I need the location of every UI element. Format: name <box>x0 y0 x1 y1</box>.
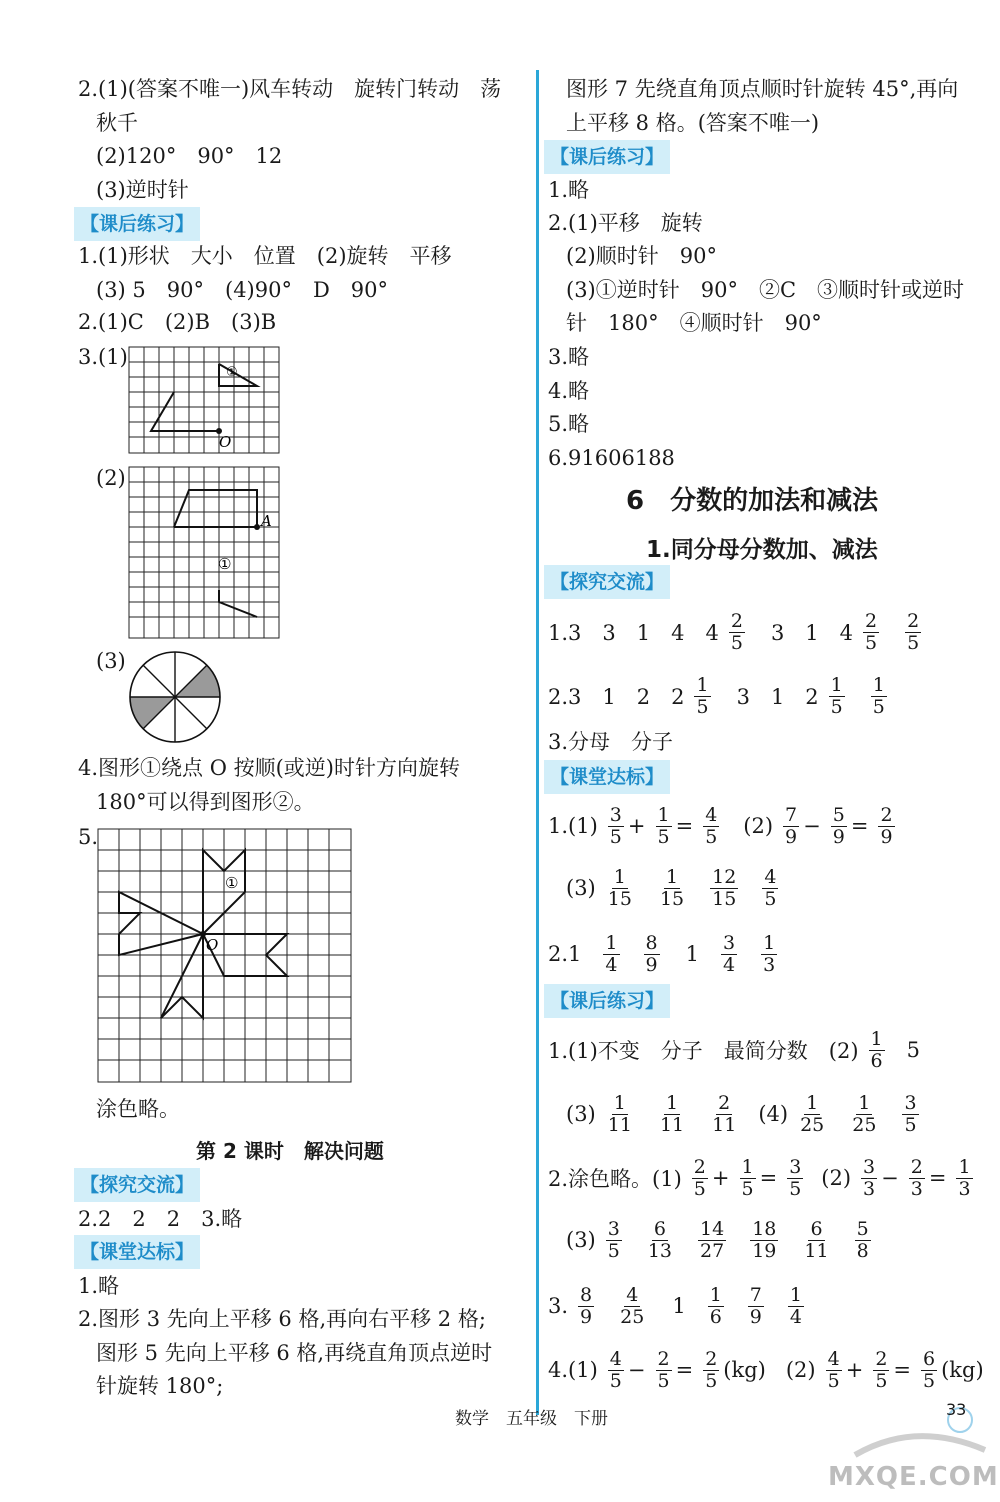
fraction: $\frac{1}{5}$ <box>830 673 843 718</box>
left-line-12: 1.略 <box>78 1274 120 1298</box>
fraction: $\frac{1}{25}$ <box>800 1091 825 1136</box>
right-line-4: 2.(1)平移 旋转 <box>548 211 703 235</box>
circle-figure-3-3 <box>126 650 224 744</box>
left-line-14: 图形 5 先向上平移 6 格,再绕直角顶点逆时 <box>96 1341 493 1365</box>
fraction: $\frac{2}{5}$ <box>865 609 878 654</box>
right-line-9: 4.略 <box>548 379 590 403</box>
figure-3-3-label: (3) <box>96 649 126 673</box>
tag-class-standard-2: 【课堂达标】 <box>544 760 670 794</box>
fraction: $\frac{2}{5}$ <box>705 1347 718 1392</box>
right-line-11: 6.91606188 <box>548 446 675 470</box>
figure-1-mark-3: ① <box>225 874 239 892</box>
fraction: $\frac{3}{4}$ <box>722 931 736 976</box>
fraction: $\frac{1}{5}$ <box>741 1155 754 1200</box>
left-line-15: 针旋转 180°; <box>96 1374 224 1398</box>
fraction: $\frac{1}{5}$ <box>872 673 885 718</box>
fraction: $\frac{1}{5}$ <box>696 673 709 718</box>
fraction: $\frac{2}{11}$ <box>712 1091 737 1136</box>
figure-3-2-label: (2) <box>96 466 126 490</box>
fraction: $\frac{8}{9}$ <box>645 931 658 976</box>
fraction: $\frac{1}{25}$ <box>852 1091 877 1136</box>
fraction: $\frac{1}{4}$ <box>605 931 618 976</box>
left-line-11: 2.2 2 2 3.略 <box>78 1207 243 1231</box>
right-line-10: 5.略 <box>548 412 590 436</box>
fraction: $\frac{1}{11}$ <box>659 1091 685 1136</box>
chapter-title: 6 分数的加法和减法 <box>626 486 879 516</box>
right-line-5: (2)顺时针 90° <box>566 244 717 268</box>
fraction: $\frac{4}{5}$ <box>827 1347 840 1392</box>
fraction: $\frac{3}{5}$ <box>904 1091 917 1136</box>
practice-answer-2-3: (3) $\frac{3}{5}$ $\frac{6}{13}$ $\frac{14}{27}$ $\frac{18}{19}$ $\frac{6}{11}$ $\frac{5}{8}$ <box>566 1217 869 1262</box>
left-line-7: 2.(1)C (2)B (3)B <box>78 310 277 334</box>
tag-after-class-practice-3: 【课后练习】 <box>544 984 670 1018</box>
fraction: $\frac{4}{5}$ <box>609 1347 622 1392</box>
fraction: $\frac{1}{6}$ <box>870 1027 883 1072</box>
fraction: $\frac{6}{13}$ <box>647 1217 673 1262</box>
fraction: $\frac{2}{5}$ <box>693 1155 706 1200</box>
left-line-10: 涂色略。 <box>96 1097 180 1121</box>
fraction: $\frac{1}{6}$ <box>709 1283 722 1328</box>
fraction: $\frac{1}{3}$ <box>958 1155 971 1200</box>
practice-answer-2: 2.涂色略。(1) $\frac{2}{5}$ + $\frac{1}{5}$ = $\frac{3}{5}$ (2) $\frac{3}{3}$ − $\frac{2}{3}$ = $\frac{1}{3}$ <box>548 1155 971 1200</box>
fraction: $\frac{1}{15}$ <box>659 865 685 910</box>
watermark-text: MXQE.COM <box>828 1462 999 1492</box>
fraction: $\frac{1}{15}$ <box>607 865 632 910</box>
left-line-13: 2.图形 3 先向上平移 6 格,再向右平移 2 格; <box>78 1307 486 1331</box>
fraction: $\frac{3}{5}$ <box>789 1155 802 1200</box>
explore-answer-2: 2.3 1 2 2 $\frac{1}{5}$ 3 1 2 $\frac{1}{5}$ $\frac{1}{5}$ <box>548 673 885 718</box>
fraction: $\frac{6}{5}$ <box>923 1347 936 1392</box>
fraction: $\frac{2}{5}$ <box>875 1347 888 1392</box>
figure-3-1-label: 3.(1) <box>78 345 128 369</box>
fraction: $\frac{5}{9}$ <box>832 803 845 848</box>
right-line-8: 3.略 <box>548 345 590 369</box>
page-footer: 数学 五年级 下册 <box>455 1409 608 1429</box>
practice-answer-4: 4.(1) $\frac{4}{5}$ − $\frac{2}{5}$ = $\frac{2}{5}$ (kg) (2) $\frac{4}{5}$ + $\frac{2}{5}$ = $\frac{6}{5}$ (kg) <box>548 1347 984 1392</box>
left-line-6: (3) 5 90° (4)90° D 90° <box>96 278 389 302</box>
right-line-2: 上平移 8 格。(答案不唯一) <box>566 111 820 135</box>
left-line-1: 2.(1)(答案不唯一)风车转动 旋转门转动 荡 <box>78 77 502 101</box>
page-number: 33 <box>946 1400 967 1419</box>
fraction: $\frac{8}{9}$ <box>580 1283 593 1328</box>
fraction: $\frac{1}{3}$ <box>763 931 776 976</box>
fraction: $\frac{2}{5}$ <box>907 609 920 654</box>
fraction: $\frac{2}{3}$ <box>910 1155 923 1200</box>
right-line-7: 针 180° ④顺时针 90° <box>566 311 822 335</box>
tag-after-class-practice-2: 【课后练习】 <box>544 140 670 174</box>
right-line-6: (3)①逆时针 90° ②C ③顺时针或逆时 <box>566 278 965 302</box>
fraction: $\frac{2}{9}$ <box>880 803 893 848</box>
fraction: $\frac{3}{5}$ <box>607 1217 620 1262</box>
fraction: $\frac{18}{19}$ <box>752 1217 777 1262</box>
point-a-label: A <box>261 512 272 530</box>
left-line-8: 4.图形①绕点 O 按顺(或逆)时针方向旋转 <box>78 756 460 780</box>
standard-answer-2: 2.1 $\frac{1}{4}$ $\frac{8}{9}$ 1 $\frac{3}{4}$ $\frac{1}{3}$ <box>548 931 776 976</box>
point-o-label: O <box>219 433 232 451</box>
grid-figure-5 <box>97 828 353 1084</box>
fraction: $\frac{7}{9}$ <box>749 1283 762 1328</box>
tag-after-class-practice: 【课后练习】 <box>74 207 200 241</box>
practice-answer-3: 3. $\frac{8}{9}$ $\frac{4}{25}$ 1 $\frac{1}{6}$ $\frac{7}{9}$ $\frac{1}{4}$ <box>548 1283 802 1328</box>
fraction: $\frac{2}{5}$ <box>730 609 743 654</box>
fraction: $\frac{2}{5}$ <box>657 1347 670 1392</box>
standard-answer-1: 1.(1) $\frac{3}{5}$ + $\frac{1}{5}$ = $\frac{4}{5}$ (2) $\frac{7}{9}$ − $\frac{5}{9}$ = $\frac{2}{9}$ <box>548 803 893 848</box>
fraction: $\frac{1}{4}$ <box>789 1283 802 1328</box>
fraction: $\frac{4}{5}$ <box>764 865 777 910</box>
left-line-9: 180°可以得到图形②。 <box>96 790 315 814</box>
lesson-title: 第 2 课时 解决问题 <box>196 1139 384 1163</box>
fraction: $\frac{7}{9}$ <box>785 803 798 848</box>
figure-1-mark: ① <box>226 365 238 380</box>
figure-5-label: 5. <box>78 825 99 849</box>
tag-class-standard: 【课堂达标】 <box>74 1235 200 1269</box>
left-line-4: (3)逆时针 <box>96 178 189 202</box>
grid-figure-3-2 <box>128 466 280 639</box>
right-line-12: 3.分母 分子 <box>548 730 674 754</box>
section-title: 1.同分母分数加、减法 <box>646 537 878 563</box>
fraction: $\frac{5}{8}$ <box>856 1217 869 1262</box>
fraction: $\frac{3}{5}$ <box>609 803 622 848</box>
left-line-5: 1.(1)形状 大小 位置 (2)旋转 平移 <box>78 244 452 268</box>
point-o-label-2: O <box>206 936 219 954</box>
left-line-2: 秋千 <box>96 111 138 135</box>
fraction: $\frac{4}{5}$ <box>705 803 718 848</box>
practice-answer-1-3: (3) $\frac{1}{11}$ $\frac{1}{11}$ $\frac{2}{11}$ (4) $\frac{1}{25}$ $\frac{1}{25}$ $\frac{3}{5}$ <box>566 1091 917 1136</box>
practice-answer-1: 1.(1)不变 分子 最简分数 (2) $\frac{1}{6}$ 5 <box>548 1027 920 1072</box>
column-divider <box>536 70 539 1415</box>
fraction: $\frac{1}{11}$ <box>607 1091 632 1136</box>
left-line-3: (2)120° 90° 12 <box>96 144 283 168</box>
right-line-1: 图形 7 先绕直角顶点顺时针旋转 45°,再向 <box>566 77 959 101</box>
tag-explore-exchange-2: 【探究交流】 <box>544 565 670 599</box>
fraction: $\frac{6}{11}$ <box>804 1217 829 1262</box>
right-line-3: 1.略 <box>548 178 590 202</box>
explore-answer-1: 1.3 3 1 4 4 $\frac{2}{5}$ 3 1 4 $\frac{2}{5}$ $\frac{2}{5}$ <box>548 609 920 654</box>
fraction: $\frac{12}{15}$ <box>712 865 737 910</box>
fraction: $\frac{14}{27}$ <box>700 1217 725 1262</box>
grid-figure-3-1 <box>128 346 280 454</box>
fraction: $\frac{3}{3}$ <box>863 1155 876 1200</box>
fraction: $\frac{4}{25}$ <box>620 1283 645 1328</box>
tag-explore-exchange: 【探究交流】 <box>74 1168 200 1202</box>
fraction: $\frac{1}{5}$ <box>657 803 670 848</box>
figure-1-mark-2: ① <box>218 555 232 573</box>
standard-answer-1-3: (3) $\frac{1}{15}$ $\frac{1}{15}$ $\frac{12}{15}$ $\frac{4}{5}$ <box>566 865 777 910</box>
